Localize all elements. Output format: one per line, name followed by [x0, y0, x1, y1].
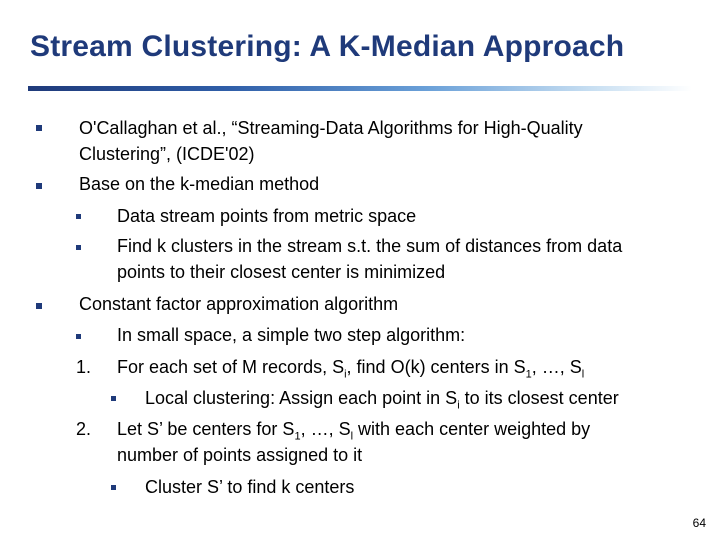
step-2-text-c: with each center weighted by — [353, 419, 591, 439]
bullet-item-1-line2: Clustering”, (ICDE'02) — [79, 144, 255, 164]
step-2-number: 2. — [76, 419, 92, 439]
step-2-line1 — [117, 416, 590, 442]
step-2-sub-l: l — [350, 430, 354, 443]
step-1-text-a: For each set of M records, S — [117, 357, 345, 377]
sub-bullet-item-2-2 — [117, 233, 622, 285]
step-2-sub-1: 1 — [294, 430, 301, 443]
bullet-item-3: Constant factor approximation algorithm — [79, 294, 399, 314]
step-2-text-b: , …, S — [300, 419, 351, 439]
bullet-item-1 — [79, 115, 583, 167]
step-1-sub-l: l — [581, 368, 585, 381]
bullet-item-1-line1: O'Callaghan et al., “Streaming-Data Algorithms for High-Quality — [79, 118, 583, 138]
step-2-detail: Cluster S’ to find k centers — [145, 477, 355, 497]
step-1-detail-sub: i — [457, 399, 460, 412]
sub-bullet-icon — [76, 245, 81, 250]
slide-title: Stream Clustering: A K-Median Approach — [30, 30, 625, 63]
step-1-text-b: , find O(k) centers in S — [346, 357, 526, 377]
sub-bullet-item-2-2-line2: points to their closest center is minimized — [117, 262, 446, 282]
bullet-item-2: Base on the k-median method — [79, 174, 320, 194]
sub-bullet-item-2-1: Data stream points from metric space — [117, 206, 417, 226]
step-1-sub-1: 1 — [525, 368, 532, 381]
step-1-sub-i: i — [344, 368, 347, 381]
step-1-text-c: , …, S — [531, 357, 582, 377]
step-1-text — [117, 354, 584, 380]
bullet-icon — [36, 303, 42, 309]
step-2-line2: number of points assigned to it — [117, 445, 363, 465]
step-2-text — [117, 416, 590, 468]
page-number: 64 — [692, 516, 706, 530]
title-underline — [28, 86, 692, 91]
step-2-text-a: Let S’ be centers for S — [117, 419, 295, 439]
sub-bullet-item-2-2-line1: Find k clusters in the stream s.t. the sum of distances from data — [117, 236, 623, 256]
sub-bullet-icon — [76, 334, 81, 339]
sub-sub-bullet-icon — [111, 396, 116, 401]
sub-sub-bullet-icon — [111, 485, 116, 490]
step-1-detail-b: to its closest center — [459, 388, 619, 408]
bullet-icon — [36, 183, 42, 189]
bullet-icon — [36, 125, 42, 131]
step-1-detail-a: Local clustering: Assign each point in S — [145, 388, 458, 408]
step-1-detail — [145, 385, 619, 411]
step-1-number: 1. — [76, 357, 92, 377]
sub-bullet-icon — [76, 214, 81, 219]
sub-bullet-item-3-1: In small space, a simple two step algorithm: — [117, 325, 466, 345]
